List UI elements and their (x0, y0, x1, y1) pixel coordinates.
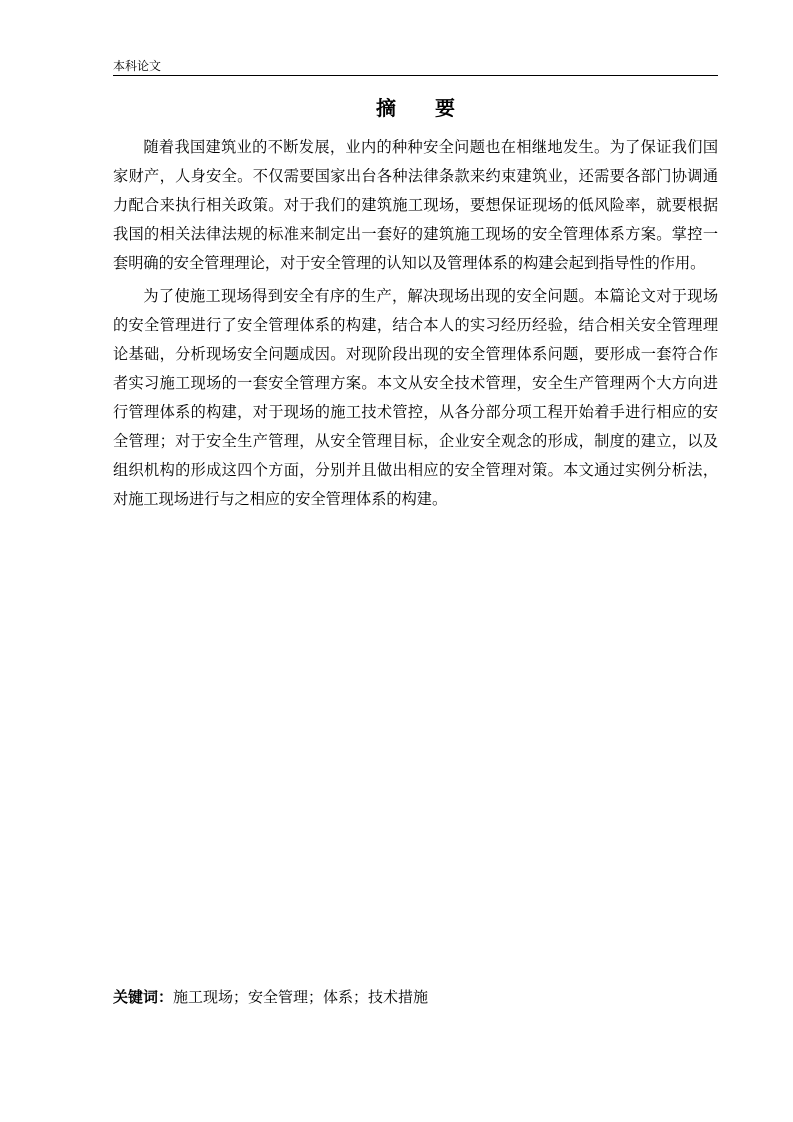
abstract-title: 摘 要 (376, 96, 471, 120)
running-header: 本科论文 (113, 59, 162, 73)
keywords-label: 关键词： (113, 988, 174, 1006)
keywords-line (113, 984, 718, 1010)
keywords-text: 施工现场；安全管理；体系；技术措施 (173, 988, 429, 1006)
abstract-body (113, 133, 718, 518)
abstract-paragraph-1: 随着我国建筑业的不断发展，业内的种种安全问题也在相继地发生。为了保证我们国家财产，人身安全。不仅需要国家出台各种法律条款来约束建筑业，还需要各部门协调通力配合来执行相关政策。对于我们的建筑施工现场，要想保证现场的低风险率，就要根据我国的相关法律法规的标准来制定出一套好的建筑施工现场的安全管理体系方案。掌控一套明确的安全管理理论，对于安全管理的认知以及管理体系的构建会起到指导性的作用。 (113, 138, 718, 272)
abstract-paragraph-2: 为了使施工现场得到安全有序的生产，解决现场出现的安全问题。本篇论文对于现场的安全管理进行了安全管理体系的构建，结合本人的实习经历经验，结合相关安全管理理论基础，分析现场安全问题成因。对现阶段出现的安全管理体系问题，要形成一套符合作者实习施工现场的一套安全管理方案。本文从安全技术管理，安全生产管理两个大方向进行管理体系的构建，对于现场的施工技术管控，从各分部分项工程开始着手进行相应的安全管理；对于安全生产管理，从安全管理目标，企业安全观念的形成，制度的建立，以及组织机构的形成这四个方面，分别并且做出相应的安全管理对策。本文通过实例分析法，对施工现场进行与之相应的安全管理体系的构建。 (113, 287, 718, 508)
header-divider (113, 75, 718, 76)
